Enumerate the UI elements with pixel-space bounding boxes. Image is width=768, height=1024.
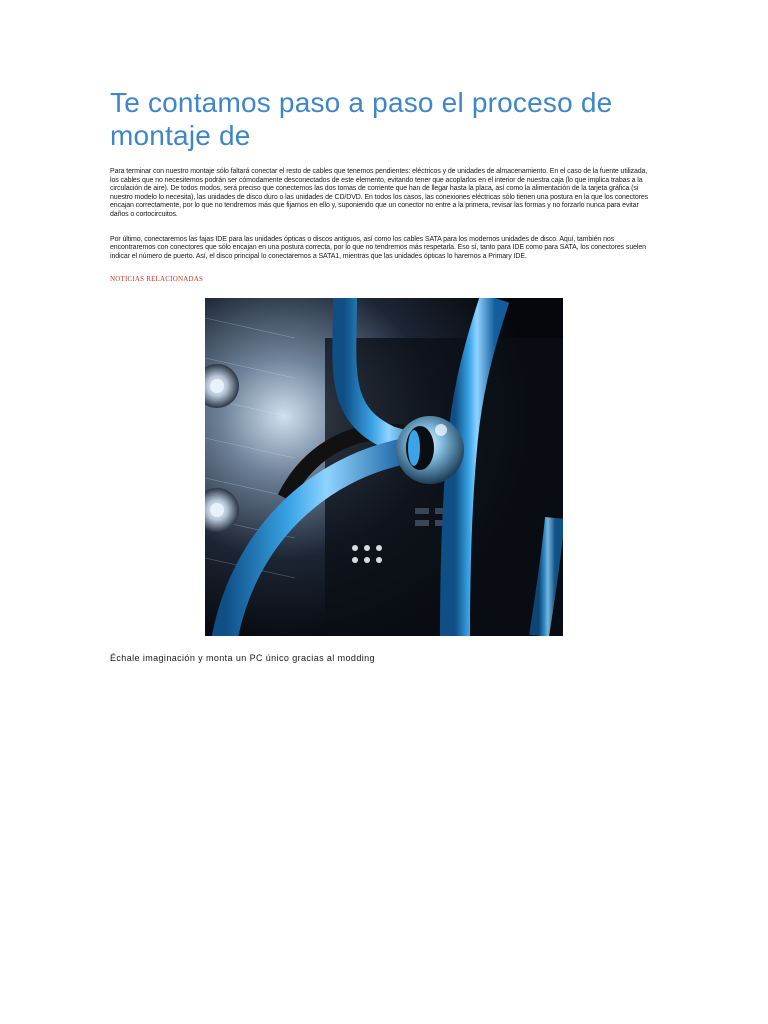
image-caption: Échale imaginación y monta un PC único gracias al modding xyxy=(110,653,375,663)
related-news-link[interactable]: NOTICIAS RELACIONADAS xyxy=(110,275,204,284)
article-paragraph-2: Por último, conectaremos las fajas IDE para las unidades ópticas o discos antiguos, así como los cables SATA para los modernos unidades de disco. Aquí, también nos encontraremos con conectores que sólo encajan en una postura correcta, por lo que no tendremos más respetarla. Eso sí, tanto para IDE como para SATA, los conectores suelen indicar el número de puerto. Así, el disco principal lo conectaremos a SATA1, mientras que las unidades ópticas lo haremos a Primary IDE. xyxy=(110,235,646,260)
article-paragraph-1: Para terminar con nuestro montaje sólo faltará conectar el resto de cables que tenemos pendientes: eléctricos y de unidades de almacenamiento. En el caso de la fuente utilizada, los cables que no necesitemos podrán ser cómodamente desconectados de este elemento, evitando tener que acoplarlos en el interior de nuestra caja (lo que implica trabas a la circulación de aire). De todos modos, será preciso que conectemos las dos tomas de corriente que han de llegar hasta la placa, así como la alimentación de la tarjeta gráfica (si nuestro modelo lo necesita), las unidades de disco duro o las unidades de CD/DVD. En todos los casos, las conexiones eléctricas sólo tienen una postura en la que los conectores encajan correctamente, por lo que no tendremos más que fijarnos en ello y, suponiendo que un conector no entre a la primera, revisar las formas y no forzarlo nunca para evitar daños o cortocircuitos. xyxy=(110,168,649,218)
pc-water-cooling-photo xyxy=(205,298,563,636)
article xyxy=(110,86,650,283)
article-title: Te contamos paso a paso el proceso de montaje de xyxy=(110,87,613,151)
photo-illustration xyxy=(205,298,563,636)
